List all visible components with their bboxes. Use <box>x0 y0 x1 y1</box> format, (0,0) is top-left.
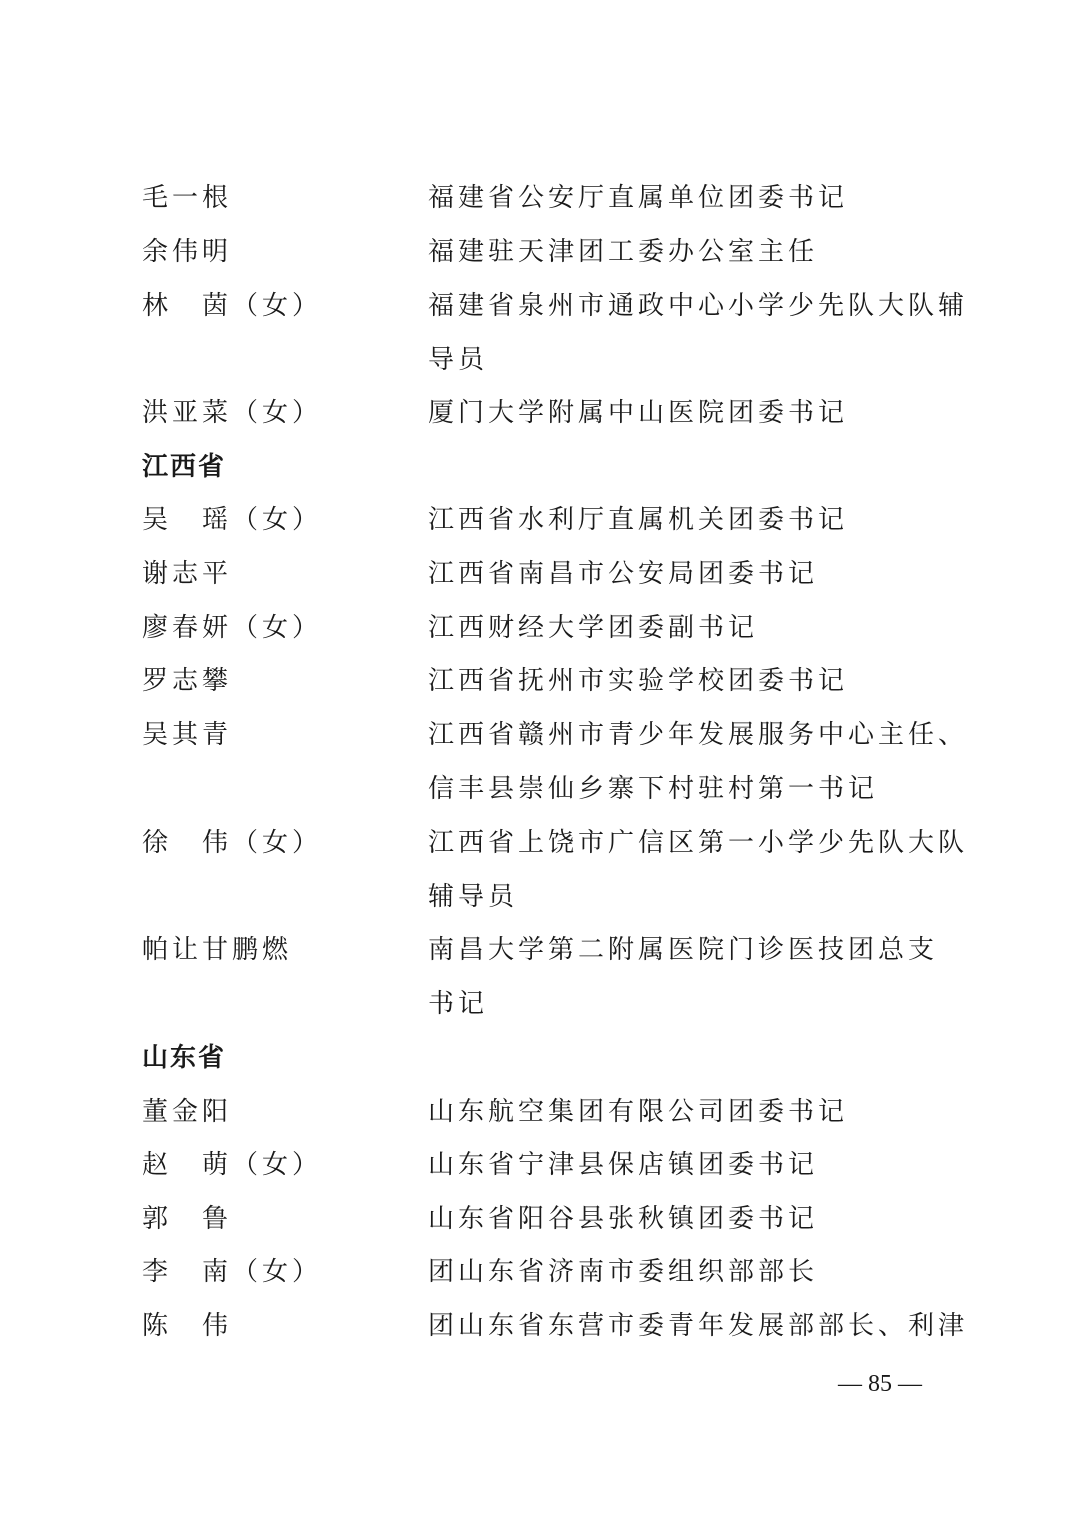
title-line: 书记 <box>428 989 489 1019</box>
list-item <box>142 493 942 547</box>
person-title <box>428 1085 948 1139</box>
person-name: 李 南（女） <box>142 1257 323 1287</box>
person-name: 陈 伟 <box>142 1311 233 1341</box>
title-line: 导员 <box>428 345 489 375</box>
title-line: 江西财经大学团委副书记 <box>428 613 759 643</box>
list-item <box>142 1138 942 1192</box>
person-name: 赵 萌（女） <box>142 1150 323 1180</box>
list-item <box>142 171 942 225</box>
person-name: 吴其青 <box>142 720 233 750</box>
person-name: 洪亚菜（女） <box>142 398 323 428</box>
person-name: 毛一根 <box>142 183 233 213</box>
person-title <box>428 1138 948 1192</box>
person-title <box>428 1299 969 1353</box>
title-line: 团山东省东营市委青年发展部部长、利津 <box>428 1311 969 1341</box>
title-line: 江西省抚州市实验学校团委书记 <box>428 666 849 696</box>
list-item <box>142 279 969 375</box>
title-line: 山东航空集团有限公司团委书记 <box>428 1097 849 1127</box>
title-line: 南昌大学第二附属医院门诊医技团总支 <box>428 935 939 965</box>
person-name: 郭 鲁 <box>142 1204 233 1234</box>
person-title <box>428 279 969 387</box>
title-line: 厦门大学附属中山医院团委书记 <box>428 398 849 428</box>
person-title <box>428 547 948 601</box>
title-line: 信丰县崇仙乡寨下村驻村第一书记 <box>428 774 879 804</box>
title-line: 江西省上饶市广信区第一小学少先队大队 <box>428 828 969 858</box>
list-item <box>142 1192 942 1246</box>
list-item <box>142 654 942 708</box>
list-item <box>142 1299 969 1353</box>
title-line: 辅导员 <box>428 882 519 912</box>
title-line: 团山东省济南市委组织部部长 <box>428 1257 819 1287</box>
list-item <box>142 225 942 279</box>
list-item <box>142 601 942 655</box>
person-name: 罗志攀 <box>142 666 233 696</box>
title-line: 江西省赣州市青少年发展服务中心主任、 <box>428 720 969 750</box>
title-line: 山东省阳谷县张秋镇团委书记 <box>428 1204 819 1234</box>
person-name: 廖春妍（女） <box>142 613 323 643</box>
person-name: 董金阳 <box>142 1097 233 1127</box>
title-line: 江西省水利厅直属机关团委书记 <box>428 505 849 535</box>
person-title <box>428 923 948 1031</box>
person-title <box>428 654 948 708</box>
person-title <box>428 386 948 440</box>
list-item <box>142 1245 942 1299</box>
person-title <box>428 493 948 547</box>
list-item <box>142 816 969 912</box>
section-heading-jiangxi: 江西省 <box>142 452 227 482</box>
title-line: 福建驻天津团工委办公室主任 <box>428 237 819 267</box>
list-item <box>142 708 969 804</box>
person-name: 帕让甘鹏燃 <box>142 935 293 965</box>
person-title <box>428 708 969 816</box>
person-title <box>428 1192 948 1246</box>
title-line: 福建省泉州市通政中心小学少先队大队辅 <box>428 291 969 321</box>
person-title <box>428 601 948 655</box>
person-title <box>428 225 948 279</box>
list-item <box>142 386 942 440</box>
page-number: — 85 — <box>838 1371 922 1397</box>
list-item <box>142 547 942 601</box>
person-name: 林 茵（女） <box>142 291 323 321</box>
title-line: 山东省宁津县保店镇团委书记 <box>428 1150 819 1180</box>
list-item <box>142 1085 942 1139</box>
person-name: 余伟明 <box>142 237 233 267</box>
title-line: 江西省南昌市公安局团委书记 <box>428 559 819 589</box>
title-line: 福建省公安厅直属单位团委书记 <box>428 183 849 213</box>
person-title <box>428 816 969 924</box>
person-name: 谢志平 <box>142 559 233 589</box>
person-name: 吴 瑶（女） <box>142 505 323 535</box>
section-heading-shandong: 山东省 <box>142 1043 227 1073</box>
person-name: 徐 伟（女） <box>142 828 323 858</box>
person-title <box>428 171 948 225</box>
person-title <box>428 1245 948 1299</box>
list-item <box>142 923 942 1019</box>
